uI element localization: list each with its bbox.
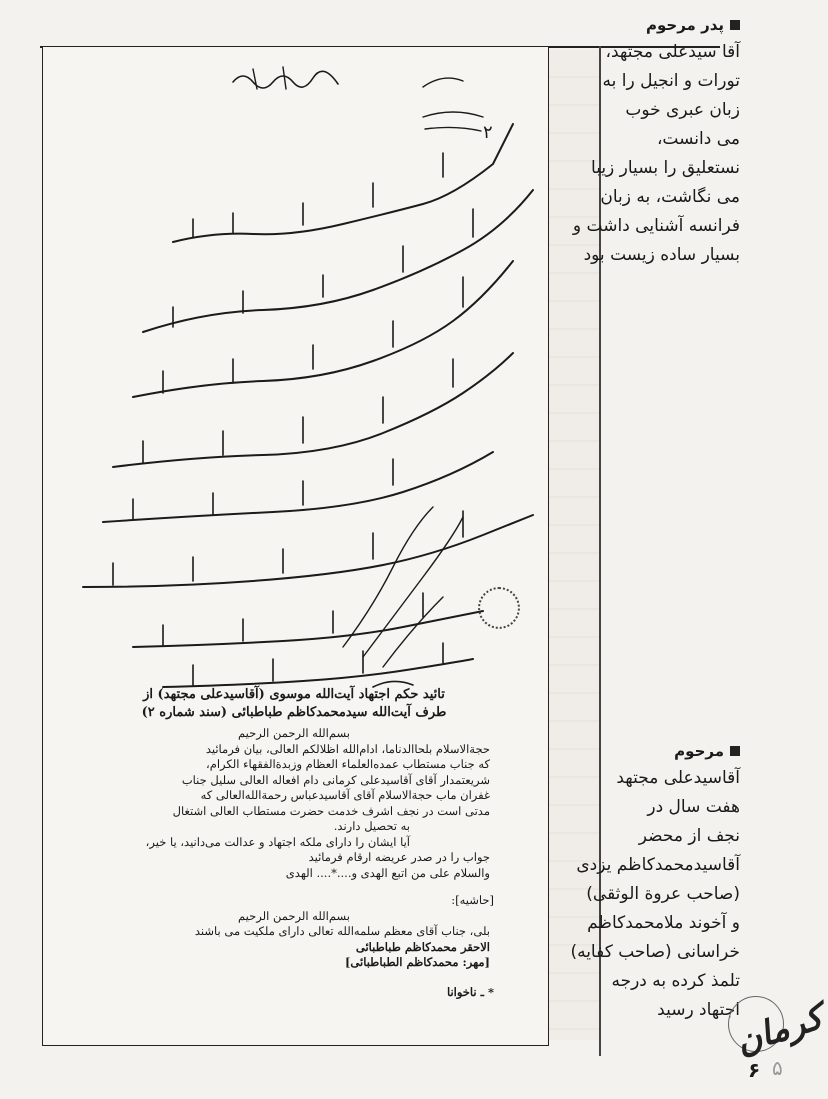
caption-line: تلمذ کرده به درجه [611,971,740,991]
caption-line: می نگاشت، به زبان [600,187,740,207]
square-bullet-icon [730,746,740,756]
footnote: * ـ ناخوانا [446,984,494,999]
transcript-title: تائید حکم اجتهاد آیت‌الله موسوی (آقاسیدعلی مجتهد) از طرف آیت‌الله سیدمحمدکاظم طباطبائی (سند شماره ٢) [141,687,447,720]
caption-line: می دانست، [656,129,740,149]
seal-caption: [مهر: محمدکاظم الطباطبائی] [344,955,490,969]
sidebar-caption-2 [550,742,740,1025]
caption-line: آقاسیدمحمدکاظم یزدی [576,855,740,875]
caption-line: بسیار ساده زیست بود [583,245,740,265]
handwritten-manuscript [43,47,548,737]
signature: الاحقر محمدکاظم طباطبائی [355,939,490,954]
caption-line: تورات و انجیل را به [602,71,740,91]
margin-label: [حاشیه]: [451,893,494,907]
caption-line: آقا سیدعلی مجتهد، [605,42,740,62]
caption-line: (صاحب عروة الوثقی) [586,884,740,904]
square-bullet-icon [730,20,740,30]
caption-heading: پدر مرحوم [550,16,740,34]
page-number: ۶ [748,1058,761,1082]
margin-text: بلی، جناب آقای معظم سلمه‌الله تعالی دارای ملکیت می باشند [194,924,490,938]
transcript-basmala: بسم‌الله الرحمن الرحیم [238,726,350,740]
seal-stamp [478,587,520,629]
caption-line: زبان عبری خوب [625,100,740,120]
brand-logo: کرمان [730,997,828,1063]
document-number: ٢ [483,122,493,143]
caption-line: خراسانی (صاحب کفایه) [570,942,740,962]
transcript-question: آیا ایشان را دارای ملکه اجتهاد و عدالت می‌دانید، یا خیر، جواب را در صدر عریضه ارقام فرمائید والسلام علی من اتبع الهدی و....*.... الهدی [145,834,490,880]
caption-line: و آخوند ملامحمدکاظم [587,913,740,933]
margin-basmala: بسم‌الله الرحمن الرحیم [238,908,350,923]
caption-line: نجف از محضر [638,826,740,846]
caption-line: آقاسیدعلی مجتهد [616,768,740,788]
sidebar-caption-1 [550,16,740,270]
caption-line: نستعلیق را بسیار زیبا [591,158,740,178]
page-number-faded: ۵ [772,1056,783,1080]
caption-line: هفت سال در [647,797,740,817]
caption-line: فرانسه آشنایی داشت و [572,216,740,236]
caption-heading: مرحوم [550,742,740,760]
document-transcript [54,686,534,1000]
transcript-body: حجة‌الاسلام بلحاالدناما، ادام‌الله اظلالکم العالی، بیان فرمائید که جناب مستطاب عمده‌العلماء العظام وزبدة‌الفقهاء الکرام، شریعتمدار آقای آقاسیدعلی کرمانی دام افعاله العالی سلیل جناب غفران ماب حجة‌الاسلام آقای آقاسیدعباس رحمة‌الله‌العالی که مدتی است در نجف اشرف خدمت حضرت مستطاب العالی اشتغال به تحصیل دارند. [172,741,490,833]
caption-line: اجتهاد رسید [657,1000,740,1020]
